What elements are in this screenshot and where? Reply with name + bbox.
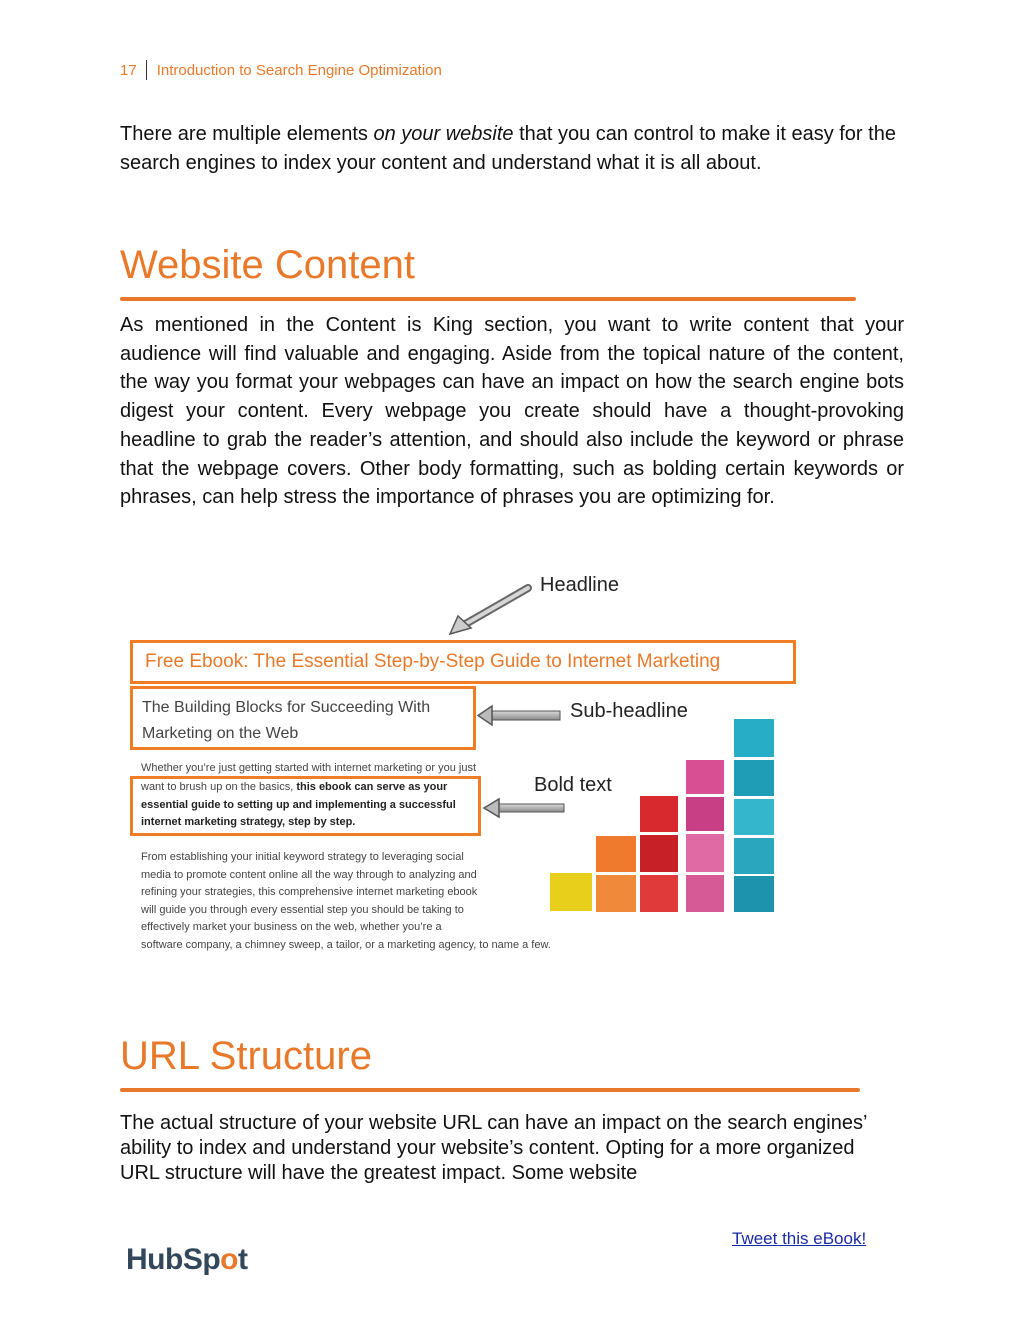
headline-arrow-icon (450, 588, 528, 634)
bold-text-arrow-icon (484, 799, 564, 817)
ebook-body-text: From establishing your initial keyword strategy to leveraging social media to promote content online all the way through to analyzing and refining your strategies, this comprehensive internet marketing ebook will guide you through every essential step you should be taking to effectively market your business on the web, whether you’re a software company, a chimney sweep, a tailor, or a marketing agency, to name a few. (141, 851, 551, 951)
subheadline-highlight-box (130, 686, 476, 750)
tweet-ebook-link[interactable]: Tweet this eBook! (732, 1229, 867, 1248)
subheadline-arrow-icon (478, 706, 560, 725)
headline-highlight-box (130, 640, 796, 684)
subheadline-label: Sub-headline (570, 700, 688, 722)
ebook-subheadline: The Building Blocks for Succeeding With Marketing on the Web (142, 699, 431, 742)
page-number: 17 (120, 61, 137, 79)
ebook-headline: Free Ebook: The Essential Step-by-Step Guide to Internet Marketing (145, 651, 721, 672)
hubspot-logo: HubSpot (126, 1243, 248, 1276)
bold-text-highlight-box (130, 776, 481, 836)
section-heading-url-structure: URL Structure (120, 1034, 372, 1078)
document-title: Introduction to Search Engine Optimization (156, 61, 442, 79)
section-rule (120, 297, 856, 301)
ebook-intro-bold: want to brush up on the basics, this ebook can serve as your essential guide to setting up and implementing a successful internet marketing strategy, step by step. (141, 781, 456, 828)
headline-label: Headline (540, 574, 619, 596)
section-body-url-structure: The actual structure of your website URL can have an impact on the search engines’ ability to index and understand your website’s content. Opting for a more organized URL structure will have the greatest impact. Some website (120, 1112, 867, 1184)
section-rule (120, 1088, 860, 1092)
section-heading-website-content: Website Content (120, 243, 415, 287)
bold-text-label: Bold text (534, 774, 612, 796)
section-body-website-content: As mentioned in the Content is King section, you want to write content that your audience will find valuable and engaging. Aside from the topical nature of the content, the way you format your webpages can have an impact on how the search engine bots digest your content. Every webpage you create should have a thought-provoking headline to grab the reader’s attention, and should also include the keyword or phrase that the webpage covers. Other body formatting, such as bolding certain keywords or phrases, can help stress the importance of phrases you are optimizing for. (120, 314, 904, 509)
header-divider (146, 60, 147, 80)
content-example-figure (120, 570, 840, 970)
page-header (120, 60, 442, 80)
intro-paragraph: There are multiple elements on your website that you can control to make it easy for the search engines to index your content and understand what it is all about. (120, 123, 896, 174)
ebook-intro-line1: Whether you’re just getting started with internet marketing or you just (141, 762, 477, 774)
